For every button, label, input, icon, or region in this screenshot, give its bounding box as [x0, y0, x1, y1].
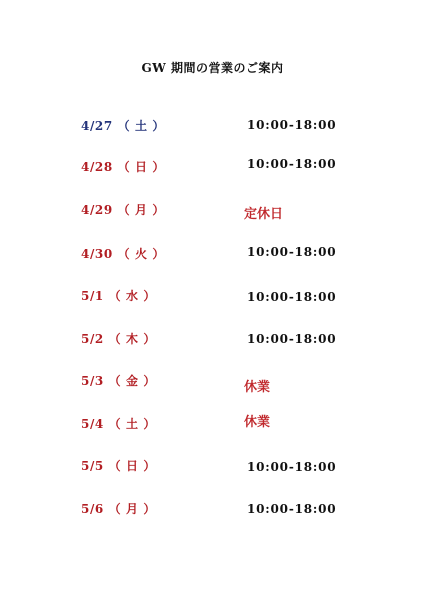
page-title: GW 期間の営業のご案内 — [141, 61, 284, 75]
schedule-date: 5/6 （ 月 ） — [81, 502, 157, 516]
schedule-row-0501 — [0, 287, 425, 307]
schedule-row-0427 — [0, 117, 425, 137]
schedule-hours: 10:00-18:00 — [247, 502, 337, 516]
schedule-row-0430 — [0, 245, 425, 265]
schedule-date: 4/28 （ 日 ） — [81, 160, 165, 174]
schedule-date: 5/5 （ 日 ） — [81, 459, 157, 473]
schedule-date: 5/2 （ 木 ） — [81, 332, 157, 346]
schedule-row-0506 — [0, 500, 425, 520]
schedule-hours: 10:00-18:00 — [247, 157, 337, 171]
schedule-date: 5/4 （ 土 ） — [81, 417, 157, 431]
schedule-hours: 10:00-18:00 — [247, 290, 337, 304]
schedule-row-0503 — [0, 372, 425, 395]
schedule-date: 4/27 （ 土 ） — [81, 119, 165, 133]
closed-label: 定休日 — [244, 207, 284, 222]
schedule-hours: 10:00-18:00 — [247, 118, 337, 132]
schedule-date: 4/29 （ 月 ） — [81, 203, 165, 217]
schedule-row-0428 — [0, 158, 425, 178]
schedule-row-0505 — [0, 457, 425, 477]
schedule-hours: 10:00-18:00 — [247, 332, 337, 346]
schedule-row-0504 — [0, 415, 425, 435]
schedule-row-0502 — [0, 330, 425, 350]
closed-label: 休業 — [244, 415, 271, 430]
schedule-date: 4/30 （ 火 ） — [81, 247, 165, 261]
schedule-hours: 10:00-18:00 — [247, 460, 337, 474]
schedule-date: 5/1 （ 水 ） — [81, 289, 157, 303]
closed-label: 休業 — [244, 380, 271, 395]
schedule-row-0429 — [0, 201, 425, 221]
schedule-date: 5/3 （ 金 ） — [81, 374, 157, 388]
schedule-hours: 10:00-18:00 — [247, 245, 337, 259]
